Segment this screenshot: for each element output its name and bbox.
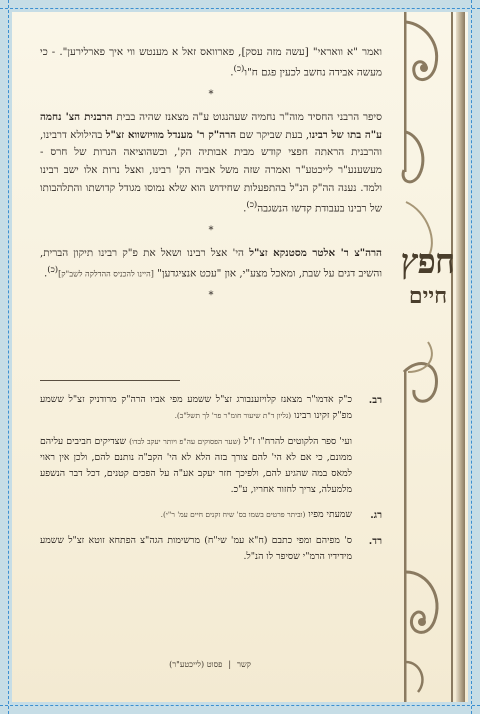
section-star: *: [208, 289, 214, 301]
paragraph-1: [40, 44, 382, 82]
paragraph-end: .: [243, 201, 247, 214]
book-title: [400, 242, 454, 309]
footnote-text: [40, 507, 352, 524]
footnote-body: שמעתי מפיו: [305, 508, 352, 520]
crop-guide-top: [0, 8, 480, 9]
section-star: *: [208, 224, 214, 236]
footnote-source: (וביתר פרטים בשמו בס' שיח זקנים חיים עמ' ר"י).: [160, 509, 306, 519]
paragraph-3-text: הי' אצל רבינו ושאל את פ"ק רבינו תיקון הברית, והשיב דגים על שבת, ומאכל מצע"י, און "עכט אנציגדען": [40, 246, 382, 279]
paragraph-end: .: [43, 266, 48, 279]
footer-separator: |: [228, 660, 232, 669]
book-title-line2: חיים: [408, 283, 448, 309]
crop-guide-right: [471, 0, 472, 714]
section-star: *: [208, 88, 214, 100]
paragraph-end: .: [230, 66, 234, 79]
footnote-source: (שער הפסוקים עה"פ ויותר יעקב לבדו): [129, 436, 241, 446]
main-text: [40, 44, 382, 310]
footnote-ref: (כ): [246, 199, 258, 210]
crop-guide-bottom: [0, 705, 480, 706]
paragraph-3-gloss: [היינו להכניס ההדלקה לשב"ק]: [58, 268, 154, 278]
crop-guide-left: [8, 0, 9, 714]
footnote-ref: (כ): [233, 63, 245, 74]
footnote-body: שצדיקים חביבים עליהם ממונם, כי אם לא הי' להם צורך בזה הלא לא הי' הקב"ה נותנם להם, ולכן אין ראוי למאס במה שהגיע להם, ולפיכך חזר יעקב אע"ה על הפכים קטנים, דכל דבר הנשפע מלמעלה, צריך לחזור אחריו, ע"כ.: [40, 435, 352, 495]
footnote-body: ועי' ספר הלקוטים להרח"ו ז"ל: [240, 435, 353, 447]
paragraph-3: [40, 245, 382, 283]
book-title-line1: חפץ: [400, 242, 454, 282]
footnote-text: [40, 392, 352, 498]
paragraph-2-bold-name: הרבנית הצ' נחמה ע"ה בתו של רבינו: [40, 111, 382, 141]
ornamental-border: [388, 12, 468, 702]
footnote-text: ס' מפיהם ומפי כתבם (ח"א עמ' שי"ח) מרשימות הגה"צ הפתחא זוטא זצ"ל ששמע מידידיו הרמ"י שסיפר לו הנ"ל.: [40, 535, 352, 563]
page-footer: [110, 660, 310, 669]
paragraph-3-bold-name: הרה"צ ר' אלטר מסטנקא זצ"ל: [249, 246, 382, 259]
footnote-label: רג.: [370, 509, 382, 521]
paragraph-2-text: סיפר הרבני החסיד מוה"ר נחמיה שעהנגוט ע"ה מצאנז שהיה בבית: [112, 111, 382, 124]
paragraph-2-text: , בעת שביקר שם: [236, 128, 310, 141]
footnote-item: [40, 392, 382, 498]
footer-right: קשר: [237, 660, 251, 669]
footnote-separator: [40, 380, 180, 381]
footnote-source: (גליון ד"ת שיעור חומ"ר פר' לך תשל"ב).: [174, 410, 292, 420]
footnote-body: כ"ק אדמו"ר מצאנז קלויזענבורג זצ"ל ששמע מפי אביו הרה"ק מרודניק זצ"ל ששמע מפ"ק זקינו רבינו: [40, 394, 352, 421]
paragraph-1-text: ואמר "א וואראי" [עשה מזה עסק], פארוואס זאל א מענטש ווי איך פארלירען". - כי מעשה אבידה נחשב לכעין פגם ח"ו: [40, 46, 382, 79]
paragraph-2-text: בהילולא דרבינו, והרבנית הראתה חפצי קודש מבית אבותיה הק', וכשהוציאה הנרות של חרס - מעשענע"ר לייכטע"ר ואמרה שזה משל אביה הק' רבינו, ואצל נרות אלו ישב רבינו ולמד. נענה הה"ק הנ"ל בהתפעלות שחידוש הוא שלא נמוסו מגודל קדושתו והתלהבותו של רבינו בעבודת קדשו הנשגבה: [40, 128, 382, 214]
paragraph-2-bold-name: הרה"ק ר' מענדל מוויזשווא זצ"ל: [105, 128, 237, 141]
footnote-continuation: [40, 434, 352, 498]
footnotes: [40, 392, 382, 574]
footnote-label: רד.: [368, 536, 382, 548]
footnote-label: רב.: [368, 395, 382, 406]
paragraph-2: [40, 109, 382, 218]
footnote-item: [40, 533, 382, 565]
footer-left: פסוט (לייכטע"ר): [169, 660, 223, 669]
footnote-item: [40, 507, 382, 524]
footnote-ref: (כ): [47, 264, 59, 275]
